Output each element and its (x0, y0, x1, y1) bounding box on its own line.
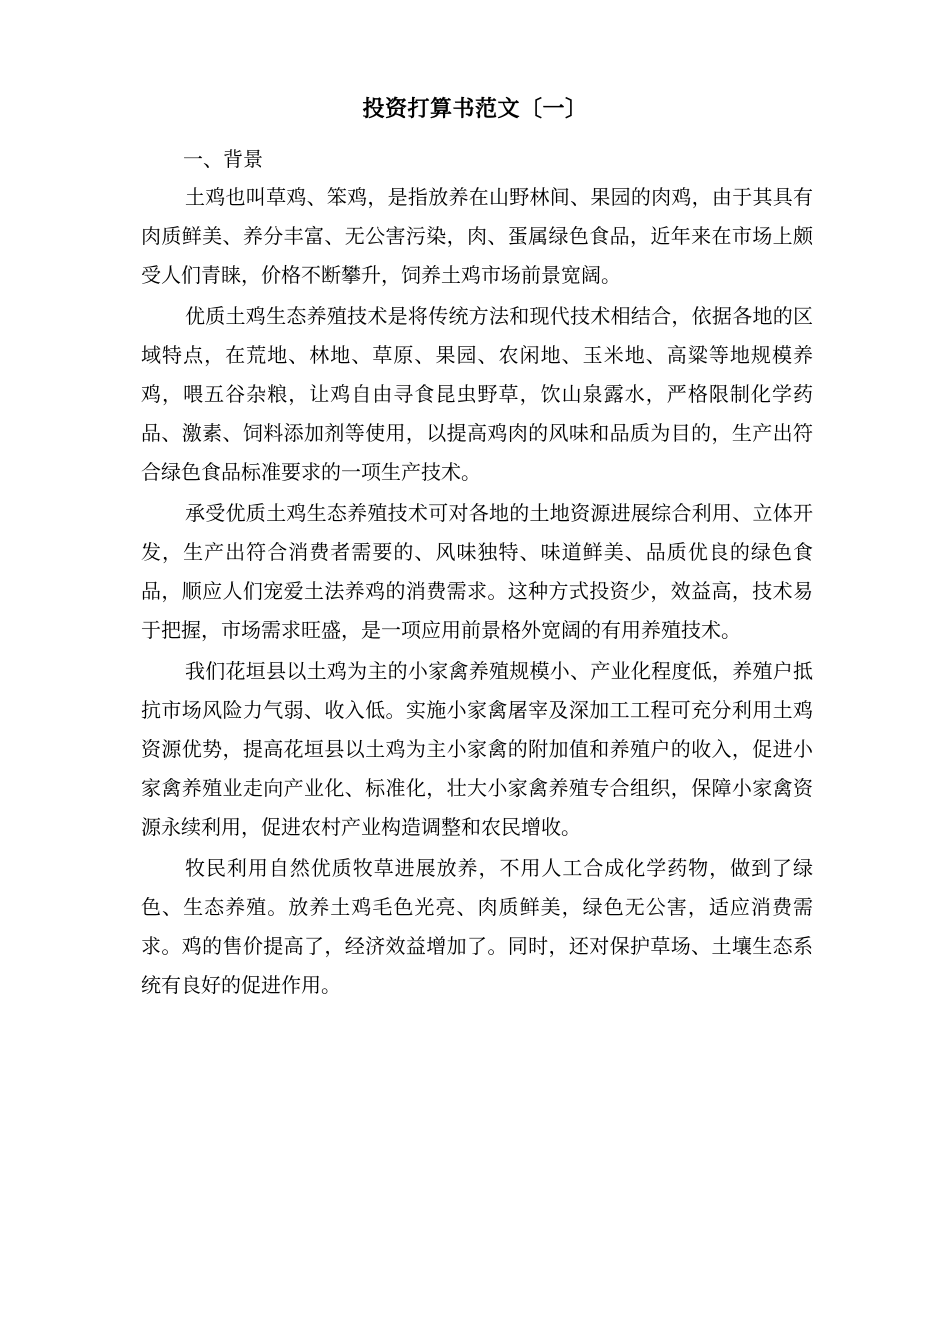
document-body (141, 140, 813, 1007)
paragraph-3: 承受优质土鸡生态养殖技术可对各地的土地资源进展综合利用、立体开发，生产出符合消费者需要的、风味独特、味道鲜美、品质优良的绿色食品，顺应人们宠爱土法养鸡的消费需求。这种方式投资少，效益高，技术易于把握，市场需求旺盛，是一项应用前景格外宽阔的有用养殖技术。 (141, 501, 813, 642)
section-heading: 一、背景 (183, 147, 263, 171)
paragraph-5: 牧民利用自然优质牧草进展放养，不用人工合成化学药物，做到了绿色、生态养殖。放养土鸡毛色光亮、肉质鲜美，绿色无公害，适应消费需求。鸡的售价提高了，经济效益增加了。同时，还对保护草场、土壤生态系统有良好的促进作用。 (141, 856, 813, 997)
document-title: 投资打算书范文〔一〕 (362, 97, 588, 122)
paragraph-2: 优质土鸡生态养殖技术是将传统方法和现代技术相结合，依据各地的区域特点，在荒地、林地、草原、果园、农闲地、玉米地、高粱等地规模养鸡，喂五谷杂粮，让鸡自由寻食昆虫野草，饮山泉露水，严格限制化学药品、激素、饲料添加剂等使用，以提高鸡肉的风味和品质为目的，生产出符合绿色食品标准要求的一项生产技术。 (141, 304, 813, 484)
paragraph-1: 土鸡也叫草鸡、笨鸡，是指放养在山野林间、果园的肉鸡，由于其具有肉质鲜美、养分丰富、无公害污染，肉、蛋属绿色食品，近年来在市场上颇受人们青睐，价格不断攀升，饲养土鸡市场前景宽阔。 (141, 185, 813, 287)
paragraph-4: 我们花垣县以土鸡为主的小家禽养殖规模小、产业化程度低，养殖户抵抗市场风险力气弱、收入低。实施小家禽屠宰及深加工工程可充分利用土鸡资源优势，提高花垣县以土鸡为主小家禽的附加值和养殖户的收入，促进小家禽养殖业走向产业化、标准化，壮大小家禽养殖专合组织，保障小家禽资源永续利用，促进农村产业构造调整和农民增收。 (141, 659, 813, 839)
